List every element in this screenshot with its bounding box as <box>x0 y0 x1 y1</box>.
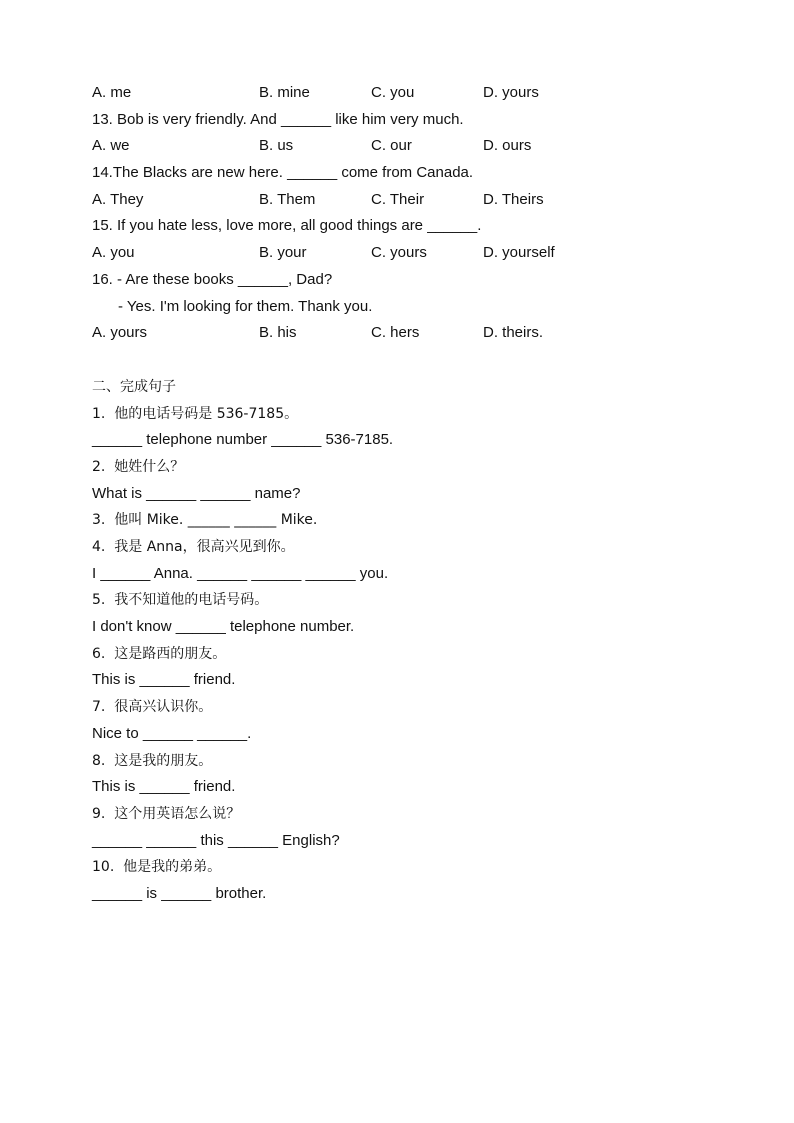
item-3-prompt: 3. 他叫 Mike. ______ ______ Mike. <box>92 512 318 529</box>
q16-option-d: D. theirs. <box>483 324 544 342</box>
item-7-answer: Nice to ______ ______. <box>92 724 252 742</box>
q12-option-b: B. mine <box>259 84 310 101</box>
q14-option-a: A. They <box>92 190 144 208</box>
q13-question: 13. Bob is very friendly. And ______ like him very much. <box>92 110 464 128</box>
item-7-prompt: 7. 很高兴认识你。 <box>92 699 213 716</box>
q13-option-c: C. our <box>371 137 412 155</box>
q14-options <box>92 187 732 214</box>
item-6-prompt: 6. 这是路西的朋友。 <box>92 645 227 662</box>
q15-question: 15. If you hate less, love more, all good things are ______. <box>92 217 482 235</box>
item-8-prompt: 8. 这是我的朋友。 <box>92 752 213 769</box>
q16-reply: - Yes. I'm looking for them. Thank you. <box>118 297 373 315</box>
q14-question: 14.The Blacks are new here. ______ come from Canada. <box>92 164 474 182</box>
q14-option-b: B. Them <box>259 190 316 208</box>
q12-options <box>92 80 732 107</box>
q14-option-c: C. Their <box>371 190 425 208</box>
q15-option-b: B. your <box>259 244 307 262</box>
q13-option-d: D. ours <box>483 137 532 155</box>
item-9-answer: ______ ______ this ______ English? <box>92 831 340 849</box>
q16-option-b: B. his <box>259 324 297 342</box>
item-2-answer: What is ______ ______ name? <box>92 484 301 502</box>
item-9-prompt: 9. 这个用英语怎么说？ <box>92 805 241 822</box>
section-heading: 二、完成句子 <box>92 378 176 395</box>
item-4-answer: I ______ Anna. ______ ______ ______ you. <box>92 564 389 582</box>
q13-options <box>92 133 732 160</box>
item-6-answer: This is ______ friend. <box>92 671 236 689</box>
item-10-prompt: 10. 他是我的弟弟。 <box>92 859 222 876</box>
q16-option-c: C. hers <box>371 324 420 342</box>
q15-option-d: D. yourself <box>483 244 555 262</box>
section-gap <box>92 347 732 374</box>
q15-option-a: A. you <box>92 244 135 262</box>
q12-option-a: A. me <box>92 84 132 101</box>
q12-option-c: C. you <box>371 84 415 101</box>
q16-option-a: A. yours <box>92 324 148 342</box>
q13-option-a: A. we <box>92 137 130 155</box>
q12-option-d: D. yours <box>483 84 539 101</box>
item-2-prompt: 2. 她姓什么？ <box>92 458 185 475</box>
item-8-answer: This is ______ friend. <box>92 778 236 796</box>
item-4-prompt: 4. 我是 Anna，很高兴见到你。 <box>92 539 295 555</box>
q13-option-b: B. us <box>259 137 294 155</box>
q15-options <box>92 240 732 267</box>
q16-options <box>92 320 732 347</box>
q15-option-c: C. yours <box>371 244 427 262</box>
q16-question: 16. - Are these books ______, Dad? <box>92 270 333 288</box>
item-5-answer: I don't know ______ telephone number. <box>92 618 355 636</box>
item-1-prompt: 1. 他的电话号码是 536-7185。 <box>92 405 299 422</box>
item-10-answer: ______ is ______ brother. <box>92 884 267 902</box>
item-1-answer: ______ telephone number ______ 536-7185. <box>92 431 394 449</box>
item-5-prompt: 5. 我不知道他的电话号码。 <box>92 592 269 609</box>
worksheet-page <box>92 80 732 908</box>
q14-option-d: D. Theirs <box>483 190 544 208</box>
